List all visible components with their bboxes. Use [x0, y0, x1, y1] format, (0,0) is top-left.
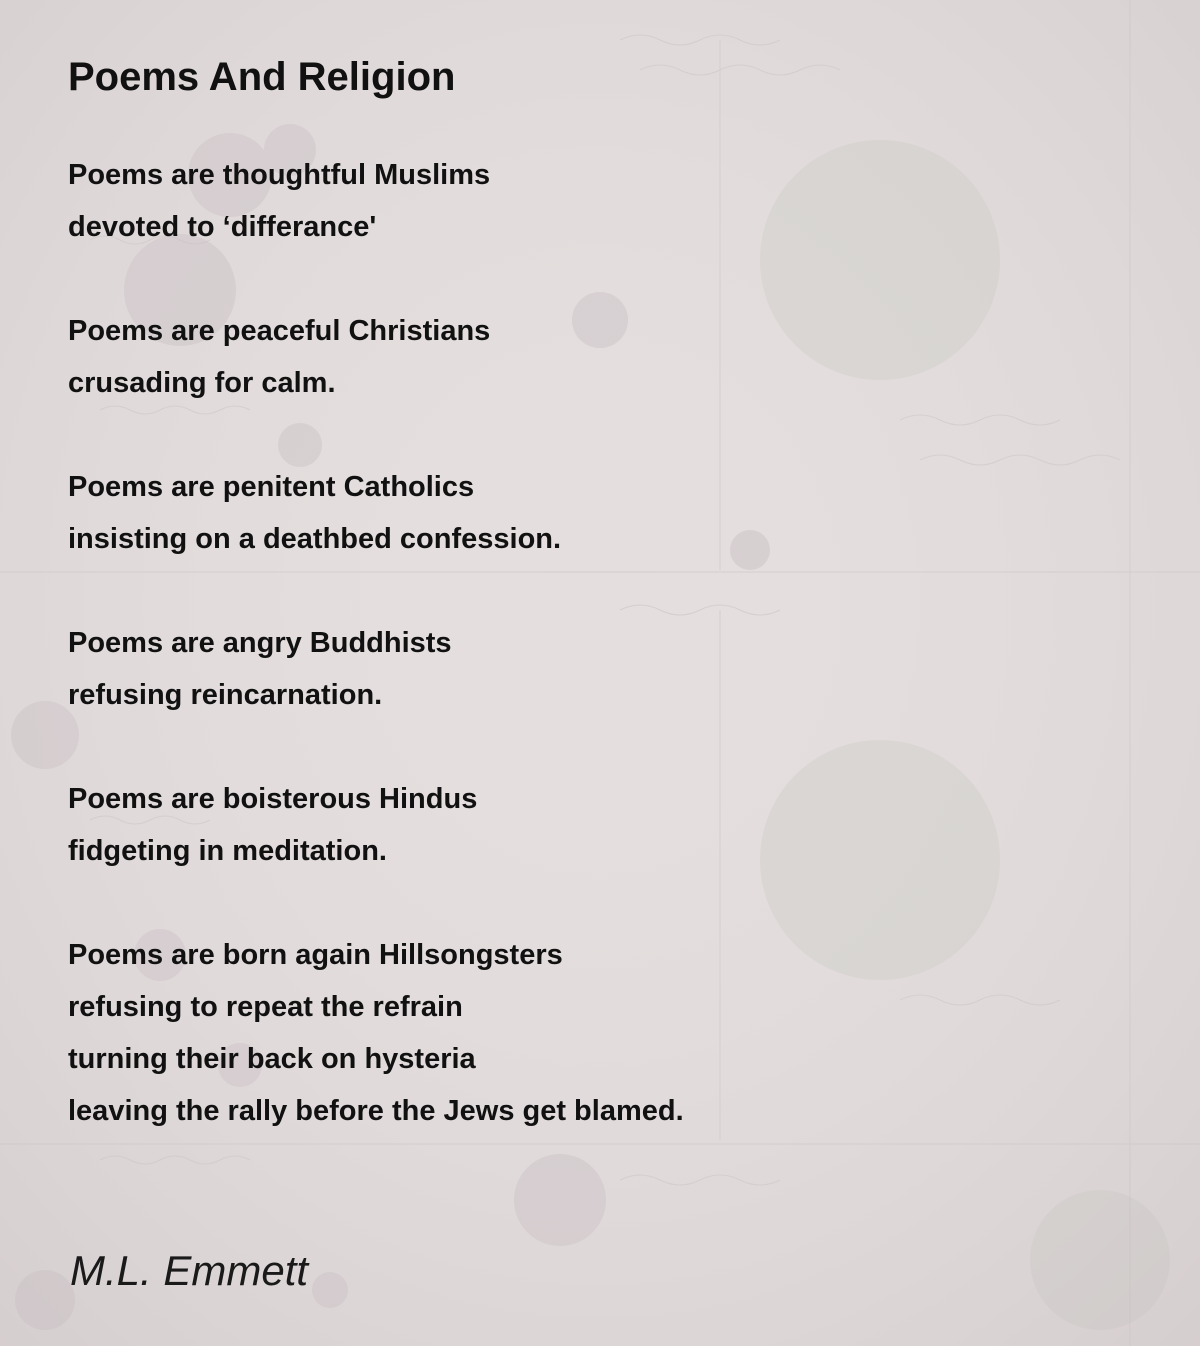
poem-body	[68, 149, 1068, 1189]
stanza-6	[68, 929, 1068, 1137]
poem-line: Poems are boisterous Hindus	[68, 783, 478, 815]
poem-author: M.L. Emmett	[70, 1247, 309, 1294]
poem-line: refusing reincarnation.	[68, 679, 383, 711]
poem-line: devoted to ‘differance'	[68, 211, 377, 243]
poem-line: Poems are peaceful Christians	[68, 315, 491, 347]
poem-title: Poems And Religion	[68, 55, 456, 99]
poem-line: turning their back on hysteria	[68, 1043, 476, 1075]
stanza-2	[68, 305, 1068, 409]
poem-line: refusing to repeat the refrain	[68, 991, 463, 1023]
poem-line: fidgeting in meditation.	[68, 835, 387, 867]
stanza-1	[68, 149, 1068, 253]
poem-line: Poems are born again Hillsongsters	[68, 939, 563, 971]
poem-line: Poems are thoughtful Muslims	[68, 159, 491, 191]
poem-line: crusading for calm.	[68, 367, 336, 399]
stanza-4	[68, 617, 1068, 721]
poem-line: leaving the rally before the Jews get blamed.	[68, 1095, 684, 1127]
poem-line: insisting on a deathbed confession.	[68, 523, 562, 555]
stanza-5	[68, 773, 1068, 877]
poem-line: Poems are angry Buddhists	[68, 627, 452, 659]
stanza-3	[68, 461, 1068, 565]
poem-line: Poems are penitent Catholics	[68, 471, 475, 503]
